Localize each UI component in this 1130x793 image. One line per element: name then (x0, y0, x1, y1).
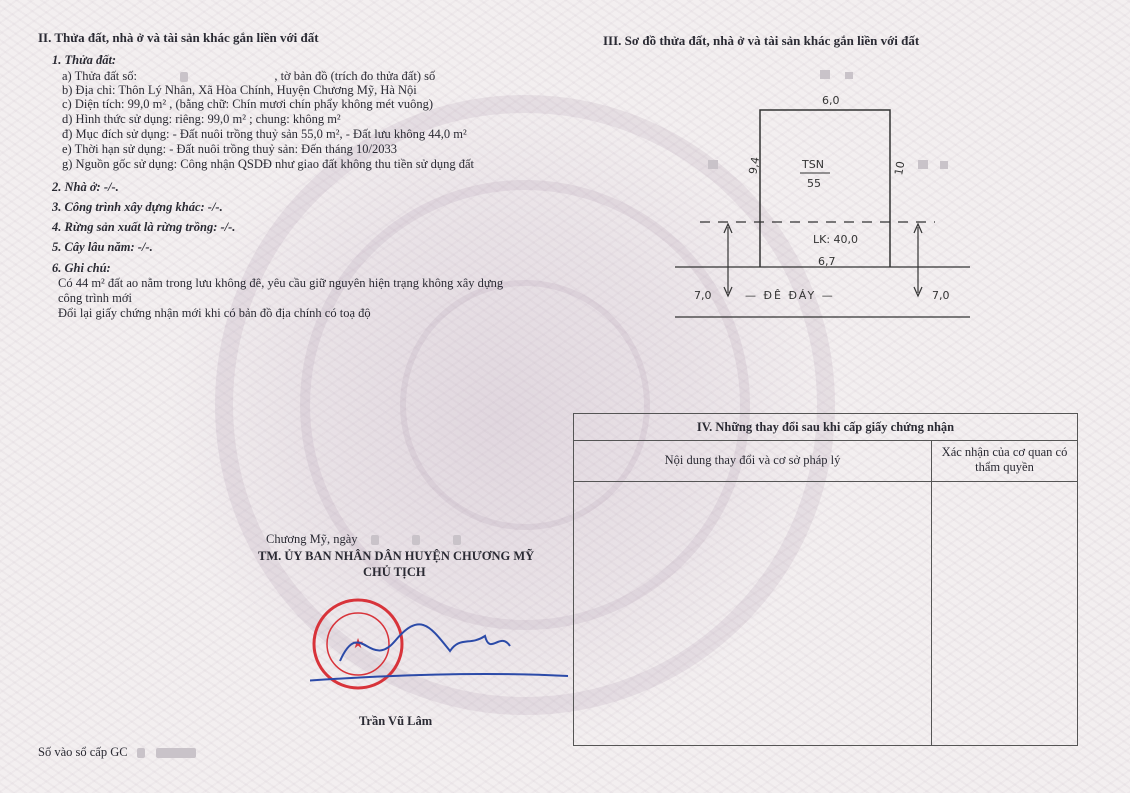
seal-star: ★ (351, 636, 365, 652)
redaction-mark (371, 535, 379, 545)
top-dimension: 6,0 (822, 94, 840, 107)
dike-label: — ĐÊ ĐÁY — (745, 289, 835, 302)
parcel-area-label: 55 (807, 177, 821, 190)
forest-item: 4. Rừng sản xuất là rừng trồng: -/-. (52, 220, 236, 234)
place-date (266, 532, 461, 546)
issuing-authority: TM. ỦY BAN NHÂN DÂN HUYỆN CHƯƠNG MỸ (258, 549, 535, 563)
redaction-mark (412, 535, 420, 545)
left-dimension: 9,4 (746, 155, 763, 176)
other-construction-item: 3. Công trình xây dựng khác: -/-. (52, 200, 223, 214)
changes-table-header (574, 440, 1077, 482)
changes-table-title: IV. Những thay đổi sau khi cấp giấy chứng nhận (574, 414, 1077, 441)
dike-name: ĐÊ ĐÁY (763, 289, 817, 302)
land-map-sheet-label: , tờ bản đồ (trích đo thửa đất) số (274, 69, 436, 83)
redaction-mark (453, 535, 461, 545)
parcel-type-label: TSN (802, 158, 824, 171)
right-distance-label: 7,0 (932, 289, 950, 302)
place-date-label: Chương Mỹ, ngày (266, 532, 358, 546)
header-change-content: Nội dung thay đổi và cơ sở pháp lý (664, 453, 841, 467)
signatory-title: CHỦ TỊCH (363, 565, 426, 579)
register-number (38, 745, 196, 759)
redaction-mark (156, 748, 196, 758)
redaction-mark (940, 161, 948, 169)
right-dimension: 10 (892, 160, 908, 177)
bottom-dimension: 6,7 (818, 255, 836, 268)
land-item-purpose: đ) Mục đích sử dụng: - Đất nuôi trồng thuỷ sản 55,0 m², - Đất lưu không 44,0 m² (62, 127, 467, 141)
official-seal-and-signature (310, 596, 580, 706)
land-item-a (62, 69, 435, 83)
land-heading: 1. Thửa đất: (52, 53, 117, 67)
redaction-mark (918, 160, 928, 169)
redaction-mark (820, 70, 830, 79)
house-item: 2. Nhà ở: -/-. (52, 180, 119, 194)
signatory-name: Trần Vũ Lâm (359, 714, 433, 728)
redaction-mark (180, 72, 188, 82)
land-item-c: c) Diện tích: 99,0 m² , (bằng chữ: Chín mươi chín phẩy không mét vuông) (62, 97, 434, 111)
changes-table (573, 413, 1078, 746)
notes-heading: 6. Ghi chú: (52, 261, 111, 275)
lk-area-label: LK: 40,0 (813, 233, 859, 246)
redaction-mark (137, 748, 145, 758)
section2-title: II. Thửa đất, nhà ở và tài sản khác gắn liền với đất (38, 30, 319, 45)
land-item-origin: g) Nguồn gốc sử dụng: Công nhận QSDĐ như giao đất không thu tiền sử dụng đất (62, 157, 474, 171)
handwritten-signature (340, 624, 510, 661)
redaction-mark (845, 72, 853, 79)
signature-underline (310, 674, 568, 682)
land-item-b: b) Địa chỉ: Thôn Lý Nhân, Xã Hòa Chính, Huyện Chương Mỹ, Hà Nội (62, 83, 417, 97)
left-distance-label: 7,0 (694, 289, 712, 302)
section3-title: III. Sơ đồ thửa đất, nhà ở và tài sản khác gắn liền với đất (603, 33, 920, 48)
perennial-item: 5. Cây lâu năm: -/-. (52, 240, 153, 254)
column-divider (931, 440, 932, 745)
header-authority-confirmation: Xác nhận của cơ quan có thẩm quyền (941, 445, 1068, 474)
land-plot-diagram (660, 55, 990, 325)
register-label: Số vào sổ cấp GC (38, 745, 128, 759)
redaction-mark (708, 160, 718, 169)
land-parcel-label: a) Thửa đất số: (62, 69, 137, 83)
notes-line-2: công trình mới (58, 291, 132, 305)
notes-line-3: Đổi lại giấy chứng nhận mới khi có bản đồ địa chính có toạ độ (58, 306, 371, 320)
notes-line-1: Có 44 m² đất ao nằm trong lưu không đê, yêu cầu giữ nguyên hiện trạng không xây dựng (58, 276, 504, 290)
land-item-term: e) Thời hạn sử dụng: - Đất nuôi trồng thuỷ sản: Đến tháng 10/2033 (62, 142, 397, 156)
land-item-d: d) Hình thức sử dụng: riêng: 99,0 m² ; chung: không m² (62, 112, 341, 126)
